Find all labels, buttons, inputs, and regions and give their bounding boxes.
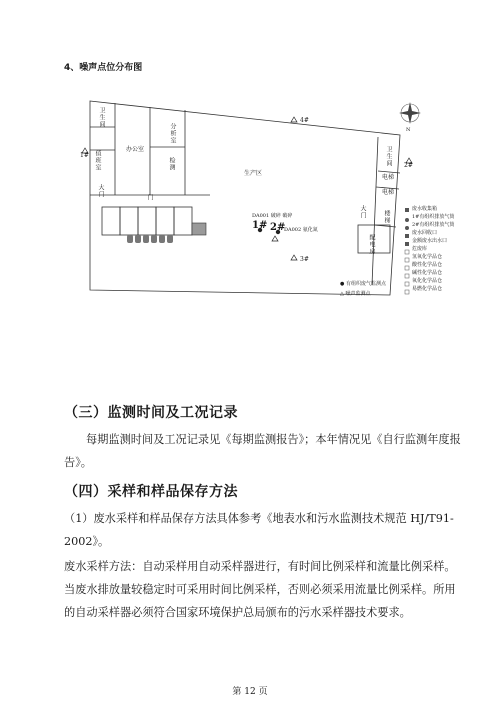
room-duty: 值班室 xyxy=(94,150,101,171)
noise-point-4-label: 4# xyxy=(300,117,309,124)
noise-point-mid-icon xyxy=(272,236,278,241)
room-toilet-right: 卫生间 xyxy=(385,146,392,167)
point-2-marker: 2# xyxy=(270,222,286,233)
legend-exhaust-point: ● 有组织废气监测点 xyxy=(340,281,386,287)
legend-exhaust-label: 有组织废气监测点 xyxy=(345,281,386,287)
legend-item: 碱性化学品仓 xyxy=(412,270,443,276)
legend-item: 金额废水出水口 xyxy=(412,238,448,244)
room-elevator: 电梯 xyxy=(382,174,395,181)
tank-row xyxy=(127,235,173,243)
legend-item: 氢氧化学品仓 xyxy=(412,254,443,260)
room-distribution: 配电房 xyxy=(368,234,375,255)
section-4-heading: （四）采样和样品保存方法 xyxy=(64,484,238,500)
diagram-title: 4、噪声点位分布图 xyxy=(64,63,143,73)
noise-point-3-label: 3# xyxy=(300,256,309,263)
page-number: 第 12 页 xyxy=(232,687,268,697)
zone-production: 生产区 xyxy=(244,170,263,177)
legend-noise-label: 噪声监测点 xyxy=(345,291,371,297)
legend-item: 2#有组织排放气筒 xyxy=(412,222,455,228)
legend-item: 废水回收口 xyxy=(412,230,438,236)
building-outline xyxy=(90,101,400,295)
north-label: N xyxy=(406,127,411,133)
gate-mid: 门 xyxy=(146,194,153,201)
section-3-paragraph: 每期监测时间及工况记录见《每期监测报告》；本年情况见《自行监测年度报告》。 xyxy=(64,433,461,469)
legend-item: 易燃化学品仓 xyxy=(412,286,443,292)
section-4-paragraph-2: 废水采样方法：自动采样用自动采样器进行，有时间比例采样和流量比例采样。当废水排放量较稳定时可采用时间比例采样，否则必须采用流量比例采样。所用的自动采样器必须符合国家环境保护总局颁布的污水采样器技术要求。 xyxy=(64,560,456,619)
legend-item: 1#有组织排放气筒 xyxy=(412,214,455,220)
gate-left: 大门 xyxy=(97,184,104,198)
legend-noise-point: △ 噪声监测点 xyxy=(340,291,371,297)
gate-right: 大门 xyxy=(359,205,366,219)
legend-item: 氧化化学品仓 xyxy=(412,278,443,284)
legend-item: 废水收集箱 xyxy=(412,206,438,212)
exhaust-da002-label: DA002 氨化氮 xyxy=(284,227,318,233)
exhaust-da001-label: DA001 破碎 破碎 xyxy=(252,213,293,219)
legend-item: 危废库 xyxy=(412,246,428,252)
noise-point-3-icon xyxy=(291,255,297,260)
room-electric: 电梯 xyxy=(382,189,395,196)
noise-point-1-label: 1# xyxy=(80,152,89,159)
room-toilet-left: 卫生间 xyxy=(98,107,105,128)
section-3-heading: （三）监测时间及工况记录 xyxy=(64,405,238,421)
point-1-marker: 1# xyxy=(252,220,268,231)
diagram-legend xyxy=(412,206,472,294)
noise-point-2-label: 2# xyxy=(404,162,413,169)
room-office: 办公室 xyxy=(125,146,144,153)
noise-point-4-icon xyxy=(291,117,297,122)
north-compass-icon xyxy=(399,102,421,124)
stairs: 楼梯 xyxy=(383,210,390,224)
equipment-block xyxy=(192,223,206,235)
legend-item: 酸性化学品仓 xyxy=(412,262,443,268)
room-analysis: 分析室 xyxy=(169,123,176,144)
room-inspection: 检测 xyxy=(168,157,175,171)
section-4-paragraph-1: （1）废水采样和样品保存方法具体参考《地表水和污水监测技术规范 HJ/T91-2002》。 xyxy=(64,512,454,548)
